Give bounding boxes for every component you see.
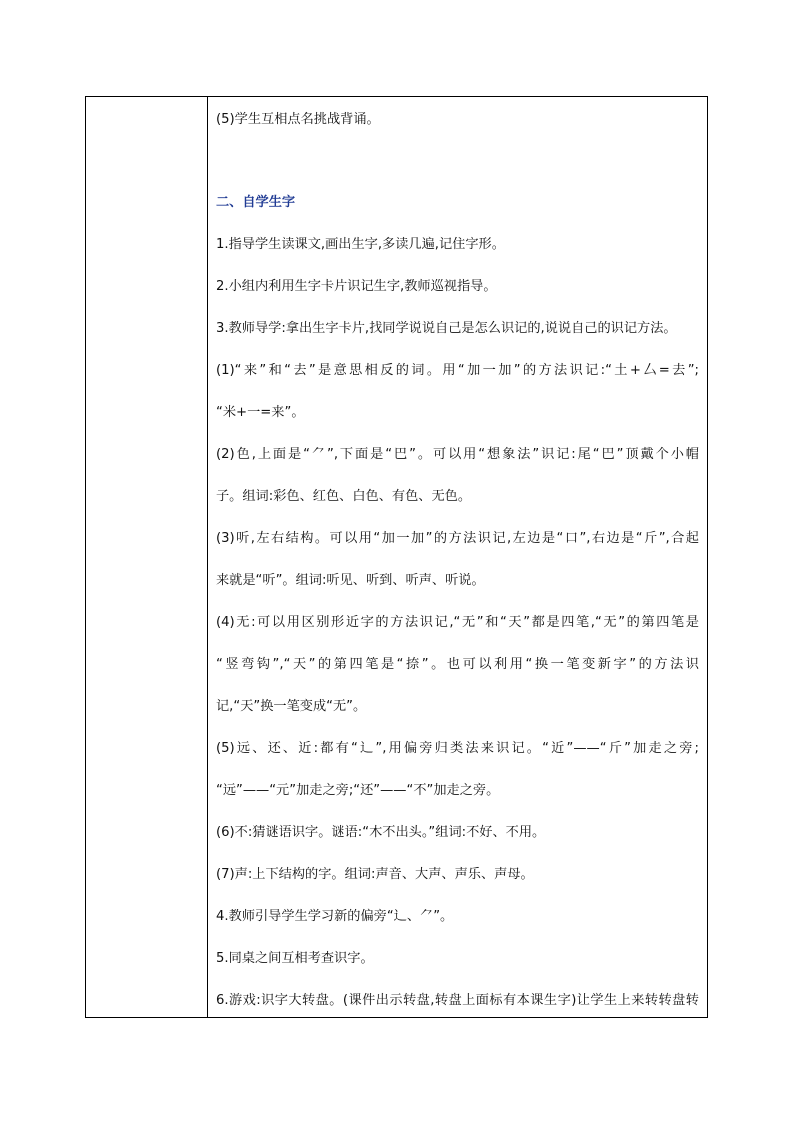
text-line: 3.教师导学:拿出生字卡片,找同学说说自己是怎么识记的,说说自己的识记方法。: [216, 321, 677, 336]
text-line: “米+一=来”。: [216, 405, 305, 420]
text-line: (7)声:上下结构的字。组词:声音、大声、声乐、声母。: [216, 867, 534, 882]
text-line: (5)学生互相点名挑战背诵。: [216, 112, 380, 127]
text-line: “远”——“元”加走之旁;“还”——“不”加走之旁。: [216, 783, 500, 798]
text-line: (1)“来”和“去”是意思相反的词。用“加一加”的方法识记:“土+厶=去”;: [216, 363, 699, 378]
text-line: 子。组词:彩色、红色、白色、有色、无色。: [216, 489, 472, 504]
text-line: (4)无:可以用区别形近字的方法识记,“无”和“天”都是四笔,“无”的第四笔是: [216, 615, 699, 630]
text-line: 2.小组内利用生字卡片识记生字,教师巡视指导。: [216, 279, 497, 294]
text-line: 1.指导学生读课文,画出生字,多读几遍,记住字形。: [216, 237, 505, 252]
text-line: 5.同桌之间互相考查识字。: [216, 951, 374, 966]
text-line: (5)远、还、近:都有“辶”,用偏旁归类法来识记。“近”——“斤”加走之旁;: [216, 741, 699, 756]
lesson-content-cell: [216, 97, 699, 1017]
column-divider: [207, 97, 208, 1017]
text-line: 6.游戏:识字大转盘。(课件出示转盘,转盘上面标有本课生字)让学生上来转转盘转: [216, 993, 699, 1008]
text-line: (6)不:猜谜语识字。谜语:“木不出头。”组词:不好、不用。: [216, 825, 546, 840]
section-heading: 二、自学生字: [216, 195, 296, 210]
lesson-table: [85, 96, 708, 1018]
text-line: “竖弯钩”,“天”的第四笔是“捺”。也可以利用“换一笔变新字”的方法识: [216, 657, 699, 672]
text-line: 4.教师引导学生学习新的偏旁“辶、⺈”。: [216, 909, 454, 924]
text-line: (3)听,左右结构。可以用“加一加”的方法识记,左边是“口”,右边是“斤”,合起: [216, 531, 699, 546]
text-line: 来就是“听”。组词:听见、听到、听声、听说。: [216, 573, 485, 588]
text-line: (2)色,上面是“⺈”,下面是“巴”。可以用“想象法”识记:尾“巴”顶戴个小帽: [216, 447, 699, 462]
text-line: 记,“天”换一笔变成“无”。: [216, 699, 367, 714]
